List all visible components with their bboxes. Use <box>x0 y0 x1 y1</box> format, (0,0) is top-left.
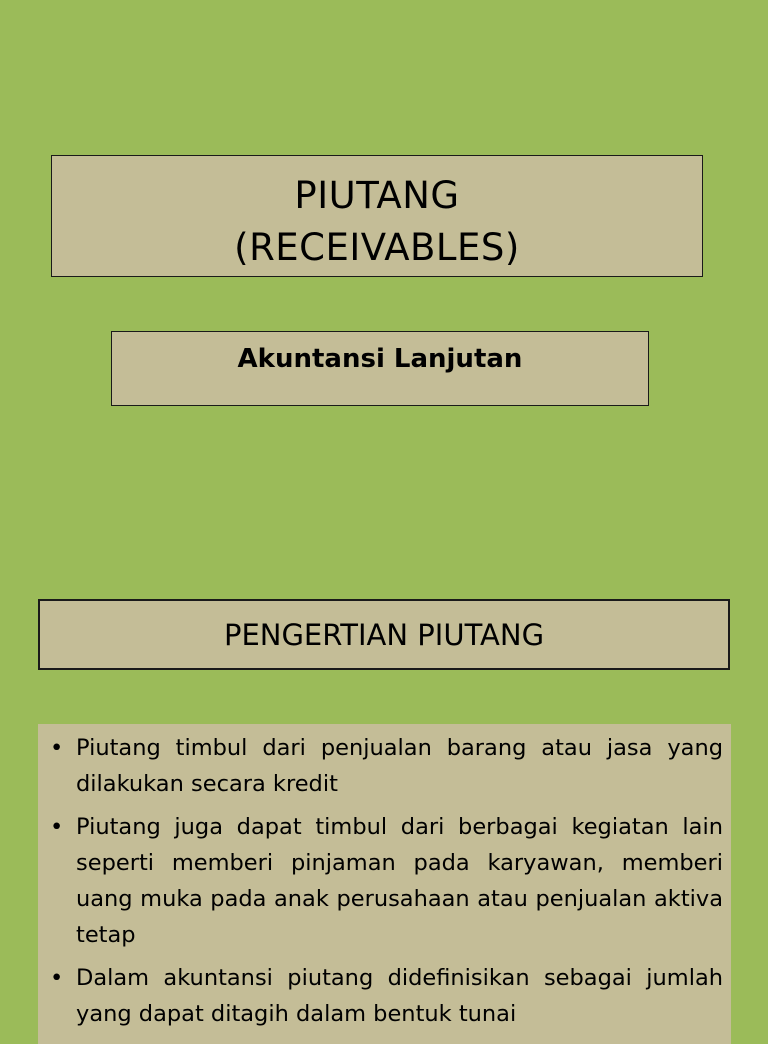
bullet-item-3 <box>48 961 723 1032</box>
bullet-text-3: Dalam akuntansi piutang didefinisikan sebagai jumlah yang dapat ditagih dalam bentuk tunai <box>76 965 723 1027</box>
section-heading: PENGERTIAN PIUTANG <box>223 618 545 652</box>
title-line-1: PIUTANG <box>294 174 460 217</box>
section-heading-box <box>38 599 730 670</box>
bullet-marker: • <box>50 965 64 992</box>
bullet-marker: • <box>50 735 64 761</box>
bullet-list <box>48 731 723 1033</box>
bullet-text-1: Piutang timbul dari penjualan barang atau jasa yang dilakukan secara kredit <box>76 735 723 797</box>
title-line-2: (RECEIVABLES) <box>234 226 520 269</box>
subtitle-text: Akuntansi Lanjutan <box>237 344 523 374</box>
title-box <box>51 155 703 277</box>
bullet-text-2: Piutang juga dapat timbul dari berbagai kegiatan lain seperti memberi pinjaman pada karyawan, memberi uang muka pada anak perusahaan atau penjualan aktiva tetap <box>76 814 723 948</box>
bullet-item-1 <box>48 731 723 802</box>
bullet-marker: • <box>50 814 64 841</box>
subtitle-box <box>111 331 649 406</box>
bullet-item-2 <box>48 810 723 953</box>
content-box <box>38 724 731 1044</box>
